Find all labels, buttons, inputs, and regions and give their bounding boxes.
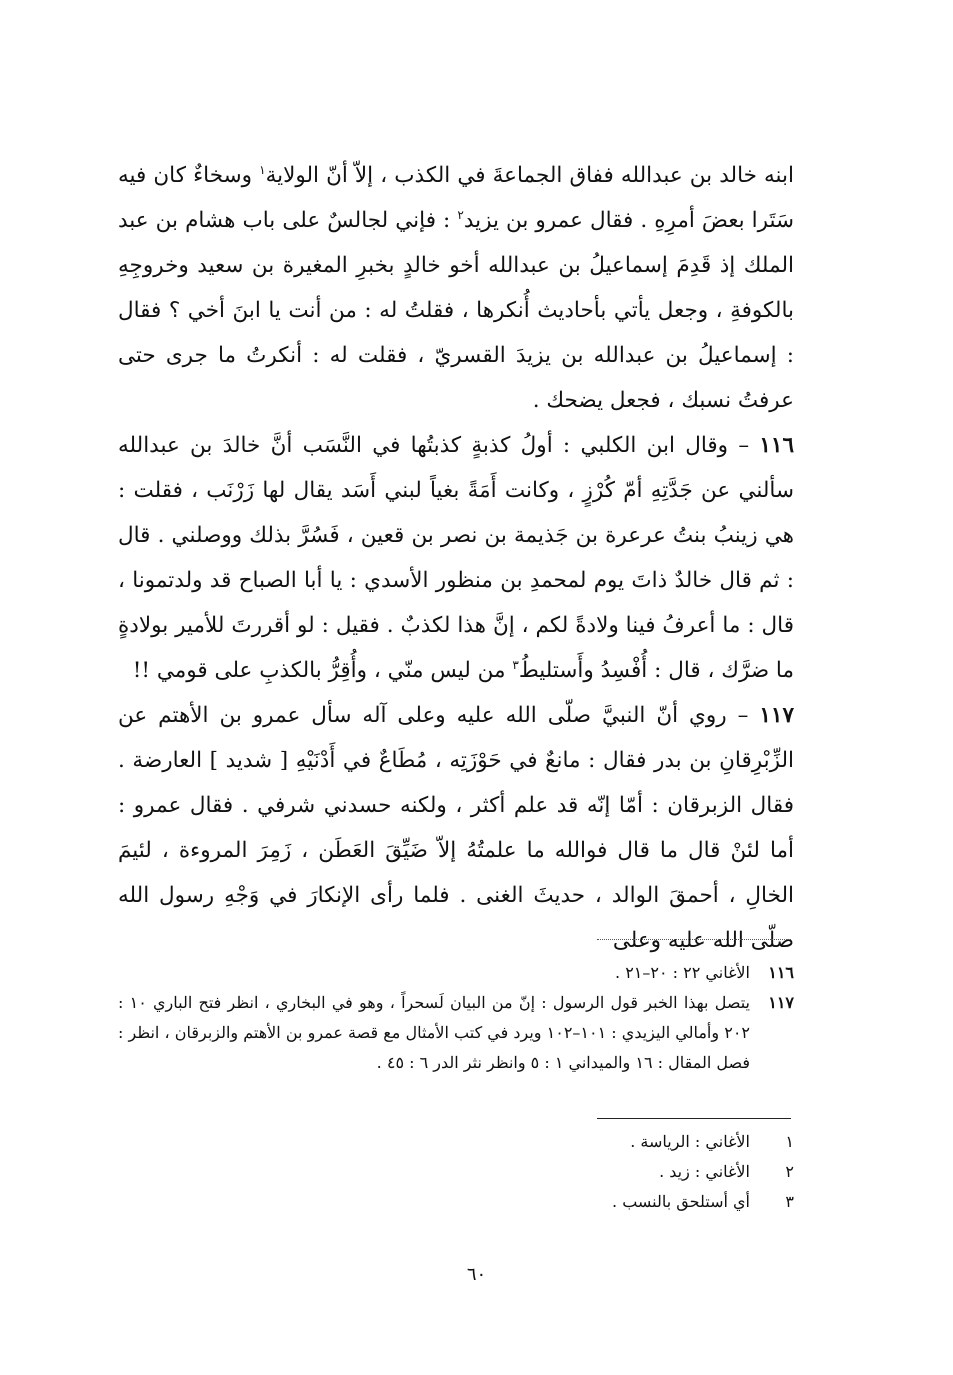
footnote-number: ٣ — [785, 1192, 794, 1211]
footnote-text: الأغاني : الرياسة . — [630, 1132, 750, 1151]
footnote — [118, 1157, 794, 1187]
note-text: الأغاني ٢٢ : ٢٠–٢١ . — [615, 963, 750, 982]
footnote — [118, 1187, 794, 1217]
page-number: ٦٠ — [466, 1264, 487, 1285]
footnote — [118, 1127, 794, 1157]
source-note — [118, 958, 794, 988]
paragraph-text: وسخاءٌ كان فيه سَتَرا بعضَ أمرِهِ . فقال عمرو بن يزيد — [118, 163, 794, 233]
source-note — [118, 988, 794, 1078]
footnote-number: ٢ — [785, 1162, 794, 1181]
paragraph-text: : فإني لجالسٌ على باب هشام بن عبد الملك إذ قَدِمَ إسماعيلُ بن عبدالله أخو خالدٍ بخبرِ المغيرة بن سعيد وخروجِهِ بالكوفةِ ، وجعل يأتي بأحاديث أُنكرها ، فقلتُ له : من أنت يا ابنَ أخي ؟ فقال : إسماعيلُ بن عبدالله بن يزيدَ القسريّ ، فقلت له : أنكرتُ ما جرى حتى عرفتُ نسبك ، فجعل يضحك . — [118, 208, 794, 413]
source-notes — [118, 958, 794, 1078]
entry-number: ١١٧ — [759, 703, 794, 728]
main-text — [118, 153, 794, 963]
footnotes-divider — [597, 1118, 791, 1119]
note-text: يتصل بهذا الخبر قول الرسول : إنّ من البيان لَسحراً ، وهو في البخاري ، انظر فتح الباري ١٠ : ٢٠٢ وأمالي اليزيدي : ١٠١–١٠٢ ويرد في كتب الأمثال مع قصة عمرو بن الأهتم والزبرقان ، انظر : فصل المقال : ١٦ والميداني ١ : ٥ وانظر نثر الدر ٦ : ٤٥ . — [118, 993, 750, 1072]
footnotes — [118, 1127, 794, 1217]
paragraph-continuation — [118, 153, 794, 423]
footnote-number: ١ — [785, 1132, 794, 1151]
paragraph-text: – روي أنّ النبيَّ صلّى الله عليه وعلى آله سأل عمرو بن الأهتم عن الزِّبْرِقانِ بن بدر فقال : مانعٌ في حَوْزَتِه ، مُطَاعٌ في أَدْنَيْهِ [ شديد ] العارضة . فقال الزبرقان : أمّا إنّه قد علم أكثر ، ولكنه حسدني شرفي . فقال عمرو : أما لئنْ قال ما قال فوالله ما علمتُهُ إلاّ ضَيِّقَ العَطَن ، زَمِرَ المروءة ، لئيمَ الخالِ ، أحمقَ الوالد ، حديثَ الغنى . فلما رأى الإنكارَ في وَجْهِ رسول الله صلّى الله عليه وعلى — [118, 703, 794, 953]
footnote-marker: ١ — [259, 162, 266, 177]
paragraph-116 — [118, 423, 794, 693]
note-number: ١١٦ — [768, 963, 794, 982]
footnote-text: أي أستلحق بالنسب . — [612, 1192, 750, 1211]
entry-number: ١١٦ — [759, 433, 794, 458]
paragraph-text: – وقال ابن الكلبي : أولُ كذبةٍ كذبتُها في النَّسَب أنَّ خالدَ بن عبدالله سألني عن جَدَّتِهِ أمّ كُرْزٍ ، وكانت أَمَةً بغياً لبني أَسَد يقال لها زَرْنَب ، فقلت : هي زينبُ بنتُ عرعرة بن جَذيمة بن نصر بن قعين ، فَسُرَّ بذلك ووصلني . قال : ثم قال خالدٌ ذاتَ يوم لمحمدِ بن منظور الأسدي : يا أبا الصباح قد ولدتمونا ، قال : ما أعرفُ فينا ولادةً لكم ، إنَّ هذا لكذبٌ . فقيل : لو أقررتَ للأمير بولادةٍ ما ضرَّك ، قال : أُفْسِدُ وأَستليطُ — [118, 433, 794, 683]
notes-divider — [597, 939, 791, 940]
footnote-marker: ٢ — [457, 207, 464, 222]
footnote-marker: ٣ — [512, 657, 519, 672]
note-number: ١١٧ — [768, 993, 794, 1012]
paragraph-text: ابنه خالد بن عبدالله ففاق الجماعةَ في الكذب ، إلاّ أنّ الولاية — [265, 163, 794, 188]
paragraph-117 — [118, 693, 794, 963]
paragraph-text: من ليس منّي ، وأُقِرُّ بالكذبِ على قومي !! — [132, 658, 513, 683]
footnote-text: الأغاني : زيد . — [659, 1162, 750, 1181]
